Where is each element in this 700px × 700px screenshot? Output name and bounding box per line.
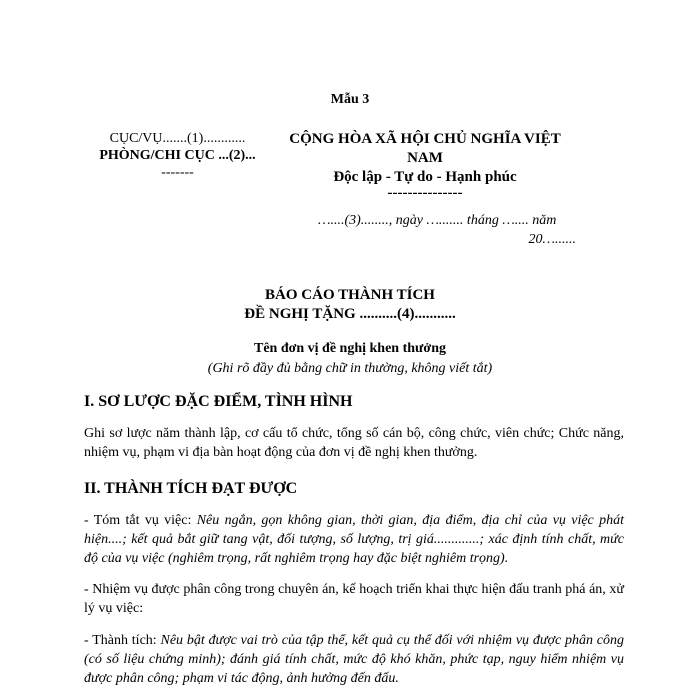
country-name-line2: NAM — [407, 150, 443, 166]
agency-line: CỤC/VỤ.......(1)............ — [109, 131, 246, 146]
summary-body: Nêu ngắn, gọn không gian, thời gian, địa điểm, địa chỉ của vụ việc phát hiện....; kết quả bắt giữ tang vật, đối tượng, số lượng, trị giá.............; xác định tính chất, mức độ của vụ việc (nghiêm trọng, rất nghiêm trọng hay đặc biệt nghiêm trọng). — [84, 513, 624, 566]
achievement-summary — [84, 511, 624, 568]
achievements — [84, 631, 624, 688]
unit-note: (Ghi rõ đầy đủ bằng chữ in thường, không viết tắt) — [207, 361, 493, 376]
place-date-line — [318, 211, 578, 249]
national-motto-header — [285, 130, 565, 199]
motto: Độc lập - Tự do - Hạnh phúc — [333, 169, 517, 185]
report-title — [0, 286, 700, 324]
achievements-prefix: - Thành tích: — [84, 633, 161, 648]
date-line-2: 20…...... — [528, 232, 576, 247]
motto-divider: --------------- — [387, 185, 463, 201]
report-title-line2: ĐỀ NGHỊ TẶNG ..........(4)........... — [244, 306, 456, 322]
unit-name: Tên đơn vị đề nghị khen thưởng — [254, 341, 446, 356]
summary-prefix: - Tóm tắt vụ việc: — [84, 513, 197, 528]
form-number: Mẫu 3 — [330, 92, 370, 107]
issuing-agency-header — [75, 130, 280, 181]
assigned-tasks: - Nhiệm vụ được phân công trong chuyên án, kế hoạch triển khai thực hiện đấu tranh phá án, xử lý vụ việc: — [84, 582, 624, 616]
report-title-line1: BÁO CÁO THÀNH TÍCH — [265, 287, 435, 303]
achievements-body: Nêu bật được vai trò của tập thể, kết quả cụ thể đối với nhiệm vụ được phân công (có số liệu chứng minh); đánh giá tính chất, mức độ khó khăn, phức tạp, nguy hiểm nhiệm vụ được phân công; phạm vi tác động, ảnh hưởng đến đấu. — [84, 633, 624, 686]
date-line-1: …....(3)........, ngày …....... tháng ….... năm — [318, 213, 557, 228]
country-name-line1: CỘNG HÒA XÃ HỘI CHỦ NGHĨA VIỆT — [289, 131, 561, 147]
section1-heading: I. SƠ LƯỢC ĐẶC ĐIỂM, TÌNH HÌNH — [84, 393, 353, 410]
department-line: PHÒNG/CHI CỤC ...(2)... — [99, 148, 256, 163]
section1-body: Ghi sơ lược năm thành lập, cơ cấu tổ chức, tổng số cán bộ, công chức, viên chức; Chức năng, nhiệm vụ, phạm vi địa bàn hoạt động của đơn vị đề nghị khen thưởng. — [84, 426, 624, 460]
unit-name-block — [0, 340, 700, 377]
agency-divider: ------- — [161, 165, 194, 180]
section2-heading: II. THÀNH TÍCH ĐẠT ĐƯỢC — [84, 480, 298, 497]
